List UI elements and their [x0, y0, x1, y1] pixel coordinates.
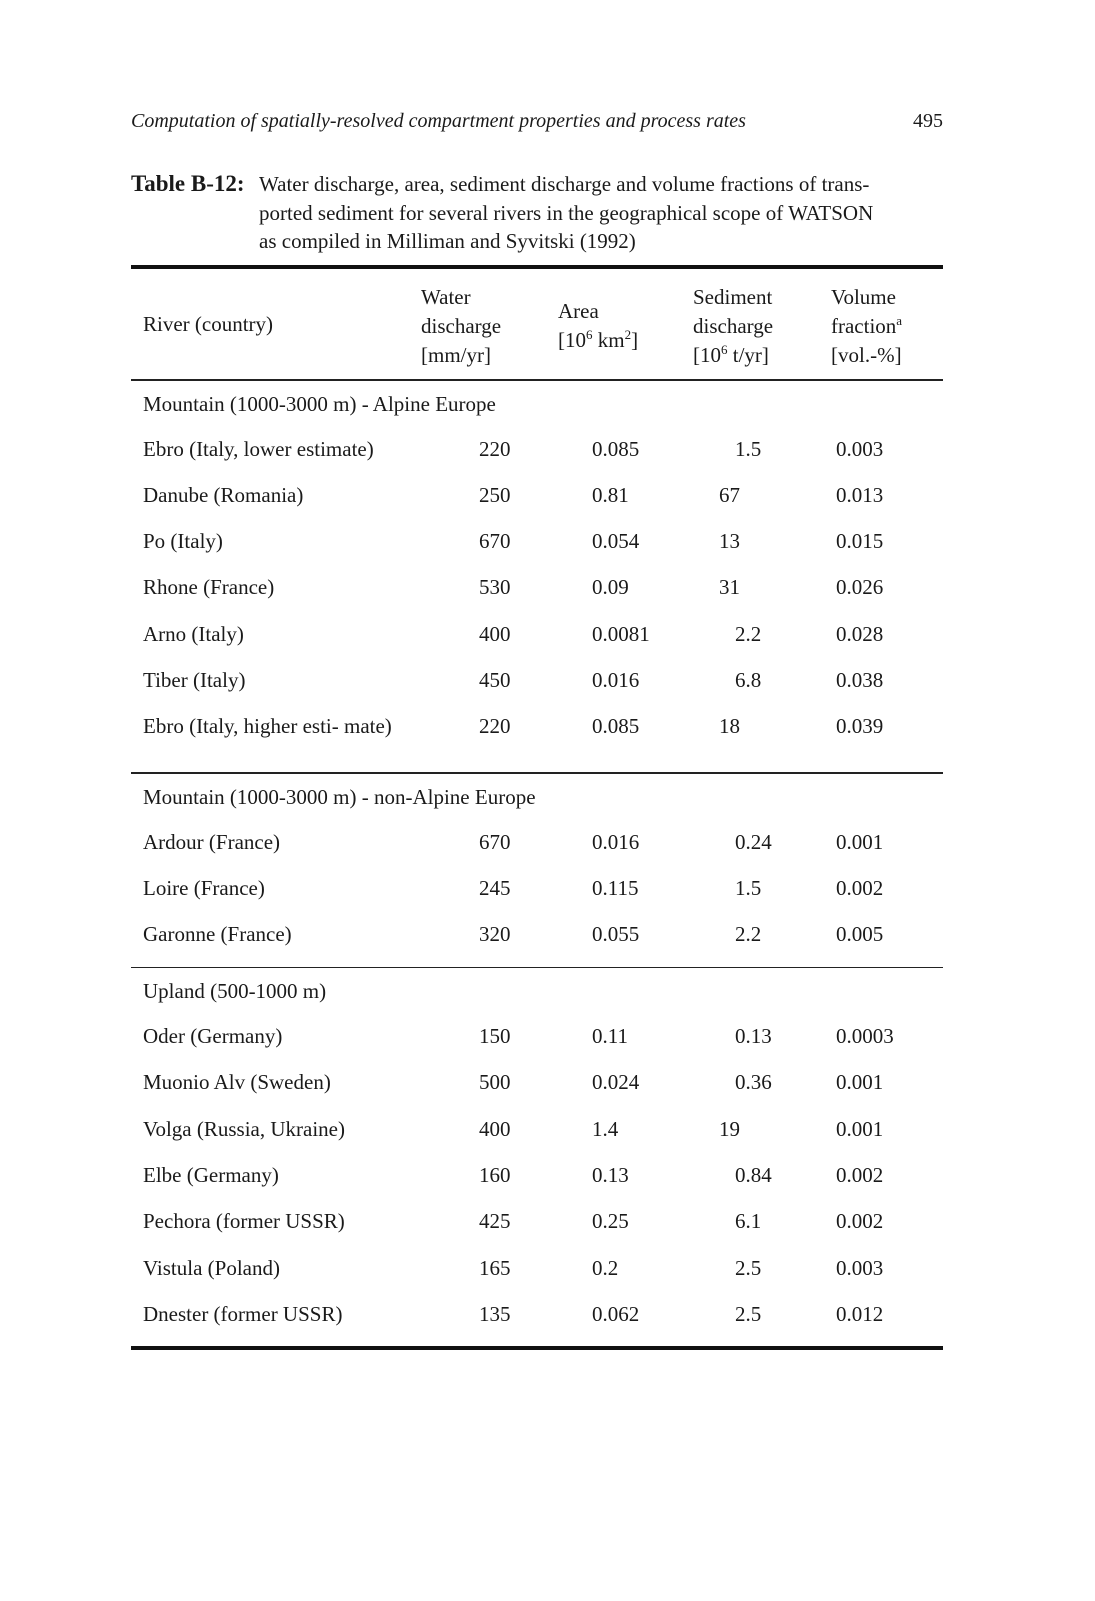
cell-sediment-discharge: 0.13	[735, 1024, 772, 1049]
cell-volume-fraction: 0.005	[836, 922, 884, 947]
cell-area: 0.054	[592, 529, 640, 554]
cell-river: Dnester (former USSR)	[143, 1301, 343, 1326]
cell-area: 0.2	[592, 1255, 619, 1280]
cell-river: Elbe (Germany)	[143, 1163, 279, 1188]
cell-sediment-discharge: 6.8	[735, 667, 762, 692]
cell-volume-fraction: 0.002	[836, 876, 884, 901]
group-spacer	[131, 764, 943, 772]
group-heading	[131, 968, 943, 1014]
cell-volume-fraction: 0.003	[836, 436, 884, 461]
table-bottom-rule	[131, 1346, 943, 1350]
cell-water-discharge: 425	[479, 1209, 511, 1234]
cell-river: Ardour (France)	[143, 829, 281, 854]
cell-river: Muonio Alv (Sweden)	[143, 1070, 331, 1095]
cell-volume-fraction: 0.038	[836, 667, 884, 692]
cell-water-discharge: 150	[479, 1024, 511, 1049]
cell-water-discharge: 320	[479, 922, 511, 947]
cell-volume-fraction: 0.012	[836, 1301, 884, 1326]
cell-sediment-discharge: 2.2	[735, 621, 762, 646]
cell-river: Oder (Germany)	[143, 1024, 283, 1049]
cell-sediment-discharge: 2.5	[735, 1255, 762, 1280]
cell-water-discharge: 450	[479, 667, 511, 692]
table-row	[131, 1246, 943, 1292]
group-heading	[131, 774, 943, 820]
cell-sediment-discharge: 6.1	[735, 1209, 762, 1234]
group-title: Upland (500-1000 m)	[143, 979, 327, 1004]
cell-area: 1.4	[592, 1116, 619, 1141]
cell-area: 0.016	[592, 667, 640, 692]
cell-area: 0.115	[592, 876, 639, 901]
caption-label: Table B-12:	[131, 171, 245, 196]
cell-river: Rhone (France)	[143, 575, 275, 600]
table-body	[131, 381, 943, 1347]
cell-river: Danube (Romania)	[143, 482, 304, 507]
table-row	[131, 1107, 943, 1153]
cell-river: Garonne (France)	[143, 922, 292, 947]
group-title: Mountain (1000-3000 m) - Alpine Europe	[143, 391, 496, 416]
cell-water-discharge: 530	[479, 575, 511, 600]
cell-area: 0.085	[592, 714, 640, 739]
cell-water-discharge: 165	[479, 1255, 511, 1280]
cell-river: Ebro (Italy, lower estimate)	[143, 436, 374, 461]
cell-area: 0.0081	[592, 621, 650, 646]
cell-sediment-discharge: 0.84	[735, 1163, 772, 1188]
cell-volume-fraction: 0.001	[836, 1070, 884, 1095]
cell-sediment-discharge: 0.36	[735, 1070, 772, 1095]
cell-area: 0.024	[592, 1070, 640, 1095]
cell-water-discharge: 400	[479, 1116, 511, 1141]
cell-volume-fraction: 0.026	[836, 575, 884, 600]
cell-area: 0.016	[592, 829, 640, 854]
table-row	[131, 1060, 943, 1106]
cell-water-discharge: 670	[479, 529, 511, 554]
cell-river: Vistula (Poland)	[143, 1255, 280, 1280]
caption-line: as compiled in Milliman and Syvitski (1992)	[259, 229, 636, 253]
cell-area: 0.085	[592, 436, 640, 461]
caption-line: ported sediment for several rivers in the geographical scope of WATSON	[259, 200, 874, 225]
cell-water-discharge: 220	[479, 436, 511, 461]
table-row	[131, 658, 943, 704]
cell-volume-fraction: 0.028	[836, 621, 884, 646]
cell-sediment-discharge: 1.5	[735, 876, 762, 901]
table-row	[131, 519, 943, 565]
cell-river: Loire (France)	[143, 876, 265, 901]
cell-water-discharge: 400	[479, 621, 511, 646]
cell-volume-fraction: 0.003	[836, 1255, 884, 1280]
cell-volume-fraction: 0.013	[836, 482, 884, 507]
header-volume-fraction: Volume fraction$^a$ [vol.-%]	[831, 285, 903, 367]
cell-water-discharge: 220	[479, 714, 511, 739]
cell-area: 0.25	[592, 1209, 629, 1234]
cell-area: 0.13	[592, 1163, 629, 1188]
table-row	[131, 1014, 943, 1060]
cell-water-discharge: 135	[479, 1301, 511, 1326]
caption-line: Water discharge, area, sediment discharge and volume fractions of trans-	[259, 172, 870, 196]
header-river: River (country)	[143, 312, 274, 336]
data-table	[131, 265, 943, 1350]
cell-river: Arno (Italy)	[143, 621, 244, 646]
table-row	[131, 473, 943, 519]
table-row	[131, 704, 943, 764]
cell-sediment-discharge: 2.5	[735, 1301, 762, 1326]
cell-river: Po (Italy)	[143, 529, 223, 554]
header-sediment-discharge: Sediment discharge [$10^6$ t/yr]	[693, 285, 774, 367]
cell-water-discharge: 250	[479, 482, 511, 507]
cell-sediment-discharge: 31	[719, 575, 740, 600]
cell-water-discharge: 160	[479, 1163, 511, 1188]
table-row	[131, 1292, 943, 1338]
cell-sediment-discharge: 2.2	[735, 922, 762, 947]
table-row	[131, 565, 943, 611]
cell-sediment-discharge: 18	[719, 714, 740, 739]
group-title: Mountain (1000-3000 m) - non-Alpine Europe	[143, 784, 536, 809]
group-spacer	[131, 1338, 943, 1346]
cell-volume-fraction: 0.039	[836, 714, 884, 739]
running-head	[131, 110, 943, 140]
cell-area: 0.11	[592, 1024, 628, 1049]
cell-river: Tiber (Italy)	[143, 667, 246, 692]
table-row	[131, 912, 943, 958]
table-row	[131, 1153, 943, 1199]
cell-volume-fraction: 0.001	[836, 1116, 884, 1141]
table-row	[131, 612, 943, 658]
running-title: Computation of spatially-resolved compartment properties and process rates	[131, 110, 746, 132]
table-row	[131, 820, 943, 866]
cell-sediment-discharge: 67	[719, 482, 740, 507]
cell-river: Volga (Russia, Ukraine)	[143, 1116, 345, 1141]
page-number: 495	[913, 110, 943, 132]
cell-sediment-discharge: 0.24	[735, 829, 772, 854]
cell-volume-fraction: 0.015	[836, 529, 884, 554]
table-row	[131, 866, 943, 912]
header-area: Area [$10^6$ $km^2$]	[558, 299, 639, 352]
cell-sediment-discharge: 1.5	[735, 436, 762, 461]
cell-volume-fraction: 0.0003	[836, 1024, 894, 1049]
group-spacer	[131, 959, 943, 967]
cell-sediment-discharge: 19	[719, 1116, 740, 1141]
cell-river: Ebro (Italy, higher esti- mate)	[143, 714, 392, 739]
cell-water-discharge: 500	[479, 1070, 511, 1095]
cell-area: 0.81	[592, 482, 629, 507]
table-caption	[131, 170, 943, 256]
group-heading	[131, 381, 943, 427]
table-row	[131, 427, 943, 473]
cell-volume-fraction: 0.001	[836, 829, 884, 854]
cell-volume-fraction: 0.002	[836, 1163, 884, 1188]
cell-area: 0.09	[592, 575, 629, 600]
header-water-discharge: Water discharge [mm/yr]	[421, 285, 502, 367]
cell-area: 0.062	[592, 1301, 640, 1326]
table-header-row	[131, 269, 943, 379]
cell-water-discharge: 670	[479, 829, 511, 854]
table-row	[131, 1199, 943, 1245]
cell-area: 0.055	[592, 922, 640, 947]
cell-river: Pechora (former USSR)	[143, 1209, 345, 1234]
cell-water-discharge: 245	[479, 876, 511, 901]
caption-text	[259, 170, 943, 256]
cell-sediment-discharge: 13	[719, 529, 740, 554]
cell-volume-fraction: 0.002	[836, 1209, 884, 1234]
